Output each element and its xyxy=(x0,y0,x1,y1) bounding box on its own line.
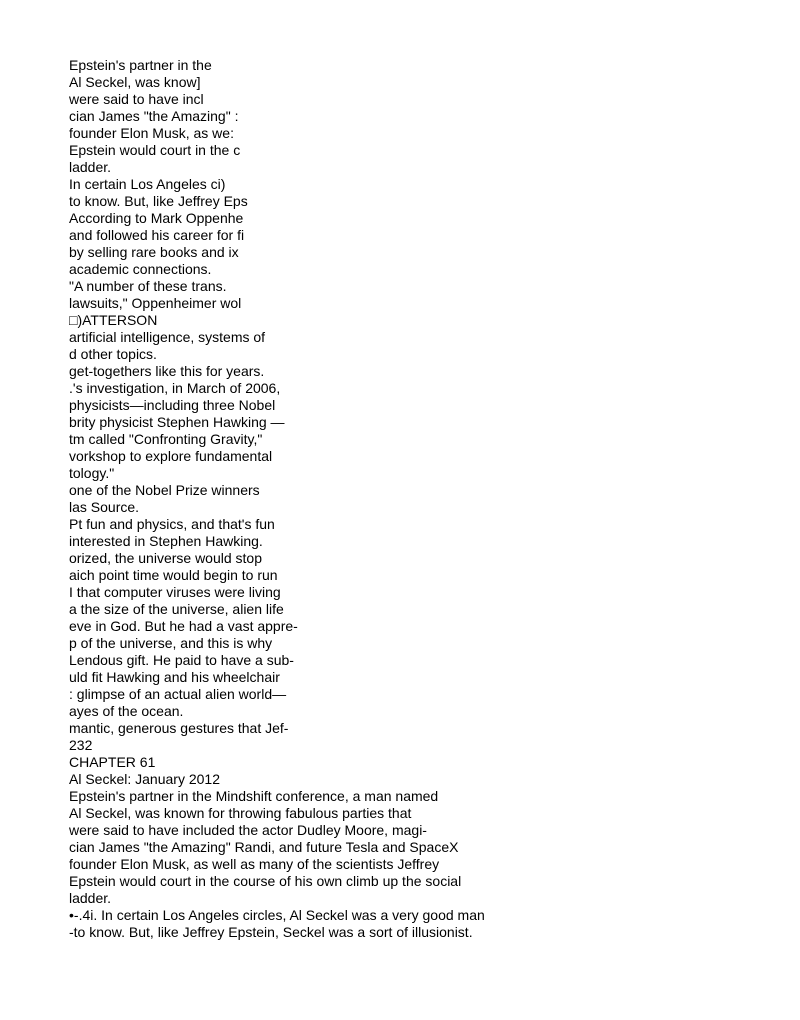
text-line: Al Seckel: January 2012 xyxy=(69,771,220,787)
text-line: to know. But, like Jeffrey Eps xyxy=(69,193,248,209)
text-line: founder Elon Musk, as well as many of the scientists Jeffrey xyxy=(69,856,440,872)
text-line: physicists—including three Nobel xyxy=(69,397,276,413)
text-line: Epstein would court in the c xyxy=(69,142,241,158)
text-line: 232 xyxy=(69,737,93,753)
text-line: ladder. xyxy=(69,890,112,906)
text-line: and followed his career for fi xyxy=(69,227,245,243)
text-line: a the size of the universe, alien life xyxy=(69,601,284,617)
text-line: brity physicist Stephen Hawking — xyxy=(69,414,285,430)
text-line: cian James "the Amazing" : xyxy=(69,108,239,124)
text-line: p of the universe, and this is why xyxy=(69,635,273,651)
text-line: □)ATTERSON xyxy=(69,312,158,328)
text-line: get-togethers like this for years. xyxy=(69,363,265,379)
text-line: d other topics. xyxy=(69,346,157,362)
text-line: Epstein's partner in the xyxy=(69,57,212,73)
text-line: tology." xyxy=(69,465,115,481)
text-line: •-.4i. In certain Los Angeles circles, Al Seckel was a very good man xyxy=(69,907,485,923)
text-line: academic connections. xyxy=(69,261,212,277)
text-line: aich point time would begin to run xyxy=(69,567,278,583)
text-line: interested in Stephen Hawking. xyxy=(69,533,263,549)
text-line: "A number of these trans. xyxy=(69,278,227,294)
text-line: las Source. xyxy=(69,499,140,515)
text-line: ayes of the ocean. xyxy=(69,703,184,719)
text-line: by selling rare books and ix xyxy=(69,244,239,260)
text-line: CHAPTER 61 xyxy=(69,754,156,770)
text-line: founder Elon Musk, as we: xyxy=(69,125,234,141)
text-line: artificial intelligence, systems of xyxy=(69,329,266,345)
text-line: one of the Nobel Prize winners xyxy=(69,482,260,498)
text-line: Al Seckel, was known for throwing fabulous parties that xyxy=(69,805,412,821)
text-line: eve in God. But he had a vast appre- xyxy=(69,618,298,634)
text-line: uld fit Hawking and his wheelchair xyxy=(69,669,280,685)
text-line: were said to have included the actor Dudley Moore, magi- xyxy=(69,822,427,838)
text-line: Pt fun and physics, and that's fun xyxy=(69,516,275,532)
text-line: -to know. But, like Jeffrey Epstein, Seckel was a sort of illusionist. xyxy=(69,924,473,940)
ocr-text-block xyxy=(69,57,779,941)
text-line: : glimpse of an actual alien world— xyxy=(69,686,287,702)
text-line: According to Mark Oppenhe xyxy=(69,210,244,226)
text-line: tm called "Confronting Gravity," xyxy=(69,431,263,447)
text-line: I that computer viruses were living xyxy=(69,584,281,600)
text-line: ladder. xyxy=(69,159,112,175)
text-line: In certain Los Angeles ci) xyxy=(69,176,226,192)
text-line: Al Seckel, was know] xyxy=(69,74,201,90)
text-line: orized, the universe would stop xyxy=(69,550,262,566)
text-line: cian James "the Amazing" Randi, and future Tesla and SpaceX xyxy=(69,839,459,855)
text-line: were said to have incl xyxy=(69,91,204,107)
text-line: Epstein's partner in the Mindshift conference, a man named xyxy=(69,788,439,804)
text-line: Lendous gift. He paid to have a sub- xyxy=(69,652,294,668)
text-line: mantic, generous gestures that Jef- xyxy=(69,720,289,736)
text-line: .'s investigation, in March of 2006, xyxy=(69,380,281,396)
text-line: lawsuits," Oppenheimer wol xyxy=(69,295,242,311)
text-line: vorkshop to explore fundamental xyxy=(69,448,273,464)
text-line: Epstein would court in the course of his own climb up the social xyxy=(69,873,462,889)
